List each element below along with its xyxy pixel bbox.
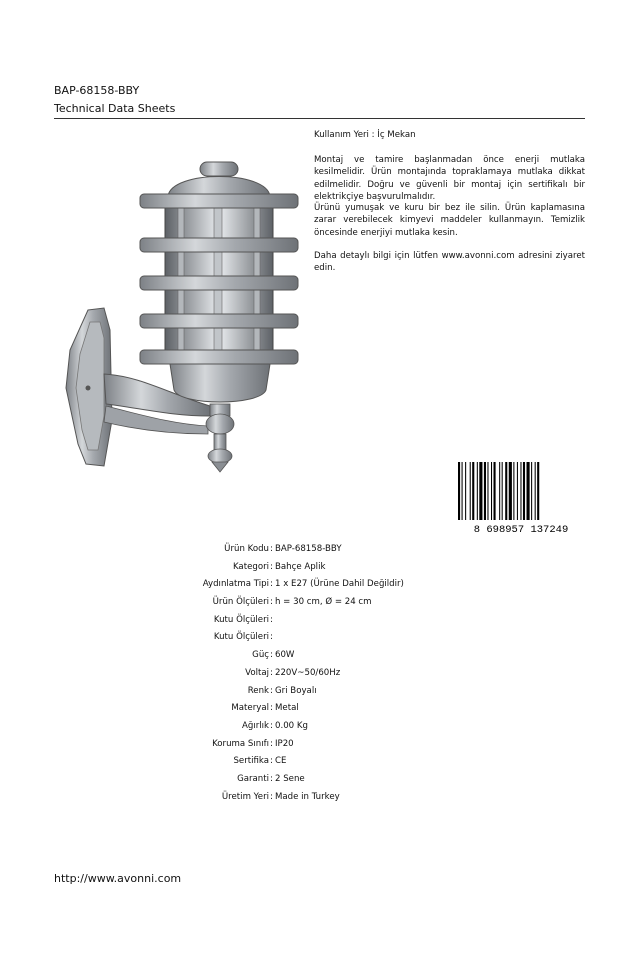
spec-row xyxy=(60,703,480,721)
spec-row xyxy=(60,597,480,615)
spec-label: Koruma Sınıfı xyxy=(212,738,269,749)
spec-row xyxy=(60,544,480,562)
spec-row xyxy=(60,650,480,668)
spec-value: 2 Sene xyxy=(275,773,305,784)
spec-row xyxy=(60,792,480,810)
spec-value: CE xyxy=(275,756,287,767)
spec-separator: : xyxy=(270,597,273,608)
spec-separator: : xyxy=(270,561,273,572)
spec-value: Made in Turkey xyxy=(275,791,340,802)
spec-row xyxy=(60,632,480,650)
spec-row xyxy=(60,686,480,704)
spec-label: Sertifika xyxy=(233,756,269,767)
spec-table xyxy=(60,544,480,809)
spec-value: 1 x E27 (Ürüne Dahil Değildir) xyxy=(275,579,404,590)
safety-paragraph: Montaj ve tamire başlanmadan önce enerji mutlaka kesilmelidir. Ürün montajında topraklamaya mutlaka dikkat edilmelidir. Doğru ve güvenli bir montaj için sertifikalı bir elektrikçiye başvurulmalıdır. xyxy=(314,155,585,203)
product-code-heading: BAP-68158-BBY xyxy=(54,84,140,97)
spec-label: Kutu Ölçüleri xyxy=(213,614,269,625)
spec-value: Metal xyxy=(275,703,299,714)
spec-separator: : xyxy=(270,650,273,661)
barcode-bars xyxy=(458,462,539,520)
spec-label: Kategori xyxy=(232,561,269,572)
spec-label: Üretim Yeri xyxy=(221,791,269,802)
spec-row xyxy=(60,756,480,774)
spec-label: Renk xyxy=(247,685,269,696)
spec-value: Bahçe Aplik xyxy=(275,561,326,572)
website-link[interactable]: http://www.avonni.com xyxy=(54,872,182,885)
spec-value: 220V~50/60Hz xyxy=(275,667,341,678)
spec-row xyxy=(60,739,480,757)
spec-label: Ağırlık xyxy=(241,720,269,731)
spec-row xyxy=(60,562,480,580)
cleaning-paragraph: Ürünü yumuşak ve kuru bir bez ile silin. Ürün kaplamasına zarar verebilecek kimyevi maddeler kullanmayın. Temizlik öncesinde enerjiyi mutlaka kesin. xyxy=(314,203,585,238)
spec-value: 60W xyxy=(275,650,295,661)
spec-label: Kutu Ölçüleri xyxy=(213,632,269,643)
spec-row xyxy=(60,668,480,686)
barcode xyxy=(456,462,586,534)
spec-label: Ürün Kodu xyxy=(224,544,269,554)
spec-label: Güç xyxy=(252,650,269,661)
usage-location: Kullanım Yeri : İç Mekan xyxy=(314,130,416,140)
spec-label: Voltaj xyxy=(245,667,269,678)
spec-separator: : xyxy=(270,667,273,678)
spec-value: IP20 xyxy=(275,738,294,749)
spec-separator: : xyxy=(270,579,273,590)
spec-label: Materyal xyxy=(231,703,269,714)
spec-separator: : xyxy=(270,685,273,696)
spec-value: Gri Boyalı xyxy=(275,685,317,696)
header-divider xyxy=(54,118,585,119)
spec-row xyxy=(60,774,480,792)
spec-label: Garanti xyxy=(237,773,269,784)
spec-separator: : xyxy=(270,632,273,643)
website-paragraph: Daha detaylı bilgi için lütfen www.avonni.com adresini ziyaret edin. xyxy=(314,251,585,274)
spec-separator: : xyxy=(270,614,273,625)
spec-row xyxy=(60,615,480,633)
spec-row xyxy=(60,579,480,597)
spec-label: Aydınlatma Tipi xyxy=(202,579,269,590)
product-image xyxy=(60,158,300,478)
spec-row xyxy=(60,721,480,739)
spec-value: BAP-68158-BBY xyxy=(275,544,342,554)
barcode-digits: 8 698957 137249 xyxy=(473,524,569,534)
spec-separator: : xyxy=(270,738,273,749)
document-subtitle: Technical Data Sheets xyxy=(54,102,176,115)
spec-label: Ürün Ölçüleri xyxy=(212,597,269,608)
spec-separator: : xyxy=(270,720,273,731)
spec-separator: : xyxy=(270,544,273,554)
spec-separator: : xyxy=(270,756,273,767)
spec-separator: : xyxy=(270,773,273,784)
spec-value: h = 30 cm, Ø = 24 cm xyxy=(275,597,372,608)
spec-value: 0.00 Kg xyxy=(275,720,308,731)
spec-separator: : xyxy=(270,791,273,802)
spec-separator: : xyxy=(270,703,273,714)
